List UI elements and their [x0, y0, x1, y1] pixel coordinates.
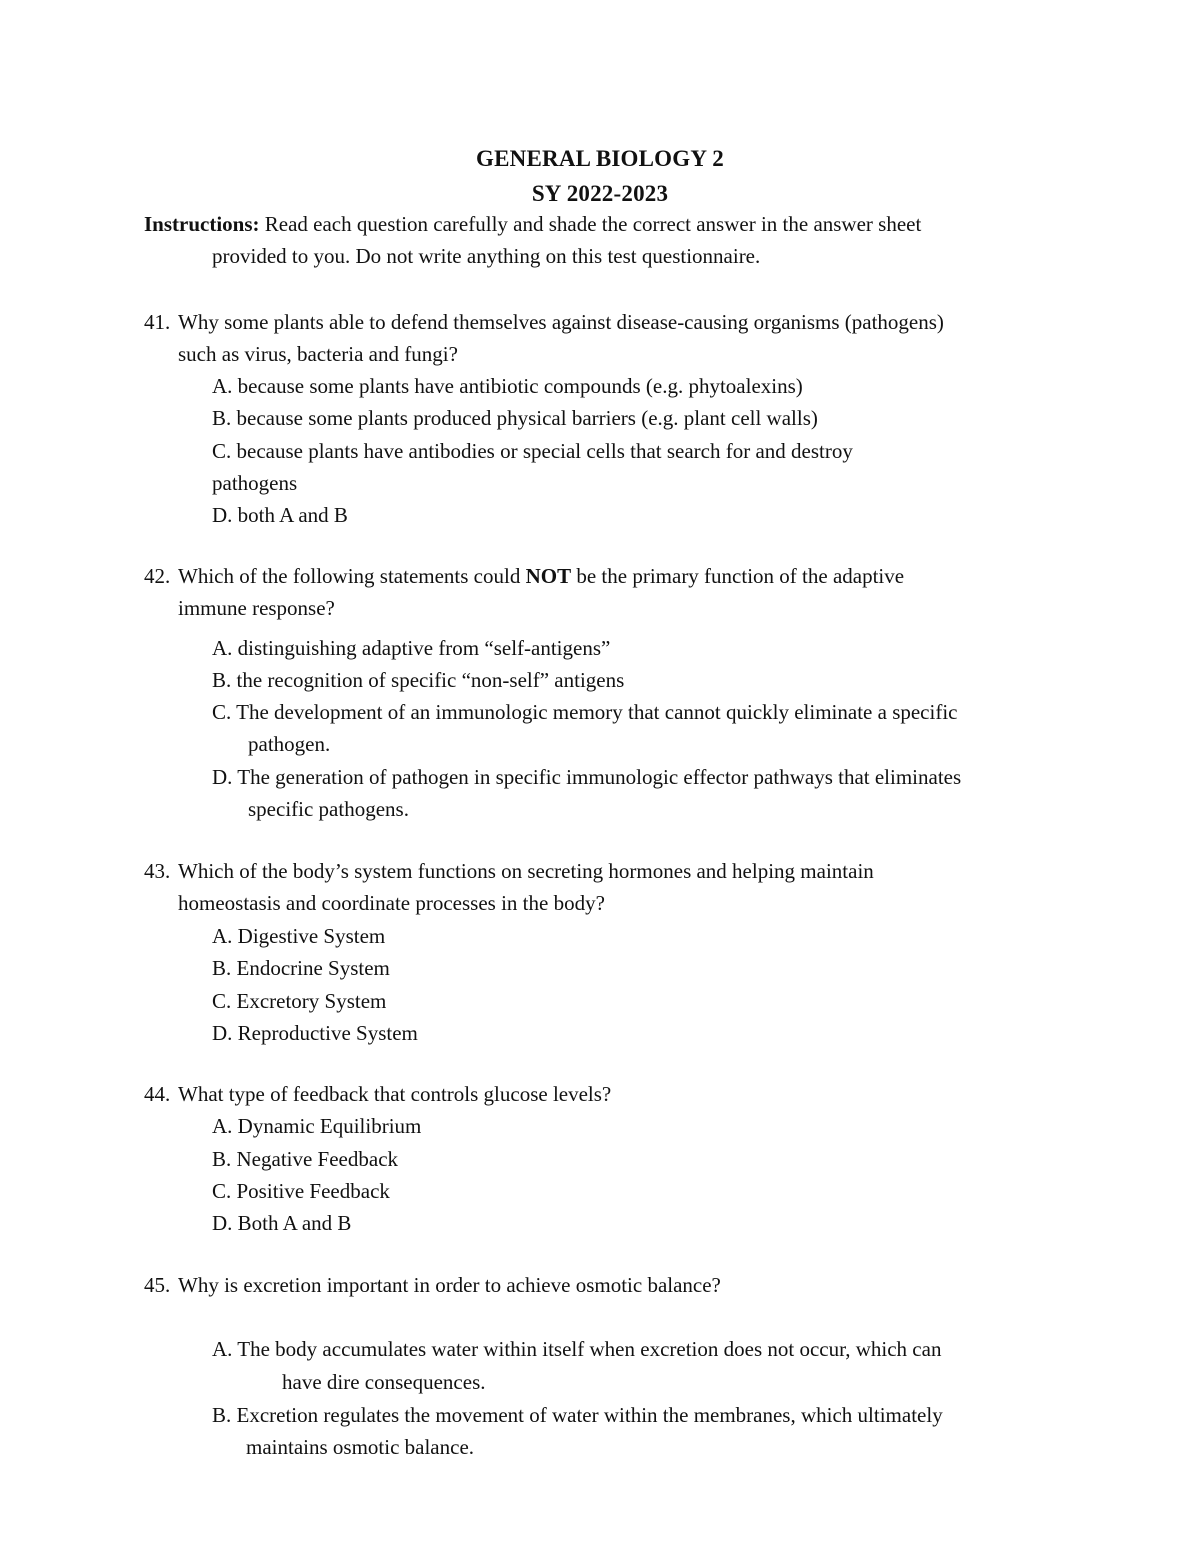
instructions-text-1: Read each question carefully and shade the correct answer in the answer sheet — [259, 212, 922, 236]
question-43-option-b: B. Endocrine System — [212, 956, 390, 980]
question-44-option-a: A. Dynamic Equilibrium — [212, 1114, 422, 1138]
school-year: SY 2022-2023 — [531, 181, 669, 206]
instructions-line-1 — [144, 214, 921, 235]
question-45-option-b: B. Excretion regulates the movement of water within the membranes, which ultimately — [212, 1403, 943, 1427]
question-43-option-a: A. Digestive System — [212, 924, 386, 948]
question-42-stem-emphasis: NOT — [525, 564, 572, 588]
question-41-number: 41. — [144, 310, 171, 334]
question-42-stem-part-2: be the primary function of the adaptive — [571, 564, 905, 588]
question-45-stem-1: Why is excretion important in order to achieve osmotic balance? — [178, 1273, 721, 1297]
question-42-option-c-cont: pathogen. — [248, 732, 331, 756]
question-41-stem-2: such as virus, bacteria and fungi? — [178, 342, 458, 366]
question-41-stem-1: Why some plants able to defend themselves against disease-causing organisms (pathogens) — [178, 310, 944, 334]
question-44-number: 44. — [144, 1082, 171, 1106]
question-41-option-c-cont: pathogens — [212, 471, 298, 495]
question-42-stem-2: immune response? — [178, 596, 335, 620]
question-44-option-b: B. Negative Feedback — [212, 1147, 399, 1171]
question-44-stem-1: What type of feedback that controls glucose levels? — [178, 1082, 612, 1106]
question-43-number: 43. — [144, 859, 171, 883]
question-44-option-c: C. Positive Feedback — [212, 1179, 390, 1203]
question-42-stem-part-1: Which of the following statements could — [178, 564, 526, 588]
question-43-option-c: C. Excretory System — [212, 989, 387, 1013]
exam-title: GENERAL BIOLOGY 2 — [476, 146, 724, 171]
question-43-option-d: D. Reproductive System — [212, 1021, 418, 1045]
question-41-option-d: D. both A and B — [212, 503, 348, 527]
question-42-option-b: B. the recognition of specific “non-self” antigens — [212, 668, 625, 692]
question-45-number: 45. — [144, 1273, 171, 1297]
question-42-stem-1 — [178, 566, 904, 587]
instructions-line-2: provided to you. Do not write anything on this test questionnaire. — [212, 244, 761, 268]
instructions-label: Instructions: — [144, 212, 260, 236]
question-45-option-a-cont: have dire consequences. — [282, 1370, 486, 1394]
question-42-number: 42. — [144, 564, 171, 588]
question-43-stem-2: homeostasis and coordinate processes in the body? — [178, 891, 605, 915]
question-43-stem-1: Which of the body’s system functions on secreting hormones and helping maintain — [178, 859, 874, 883]
question-42-option-d: D. The generation of pathogen in specific immunologic effector pathways that eliminates — [212, 765, 962, 789]
question-42-option-c: C. The development of an immunologic memory that cannot quickly eliminate a specific — [212, 700, 958, 724]
question-41-option-c: C. because plants have antibodies or special cells that search for and destroy — [212, 439, 853, 463]
question-41-option-b: B. because some plants produced physical barriers (e.g. plant cell walls) — [212, 406, 818, 430]
question-45-option-a: A. The body accumulates water within itself when excretion does not occur, which can — [212, 1337, 942, 1361]
question-41-option-a: A. because some plants have antibiotic compounds (e.g. phytoalexins) — [212, 374, 803, 398]
question-44-option-d: D. Both A and B — [212, 1211, 352, 1235]
question-42-option-a: A. distinguishing adaptive from “self-antigens” — [212, 636, 611, 660]
question-42-option-d-cont: specific pathogens. — [248, 797, 409, 821]
question-45-option-b-cont: maintains osmotic balance. — [246, 1435, 475, 1459]
